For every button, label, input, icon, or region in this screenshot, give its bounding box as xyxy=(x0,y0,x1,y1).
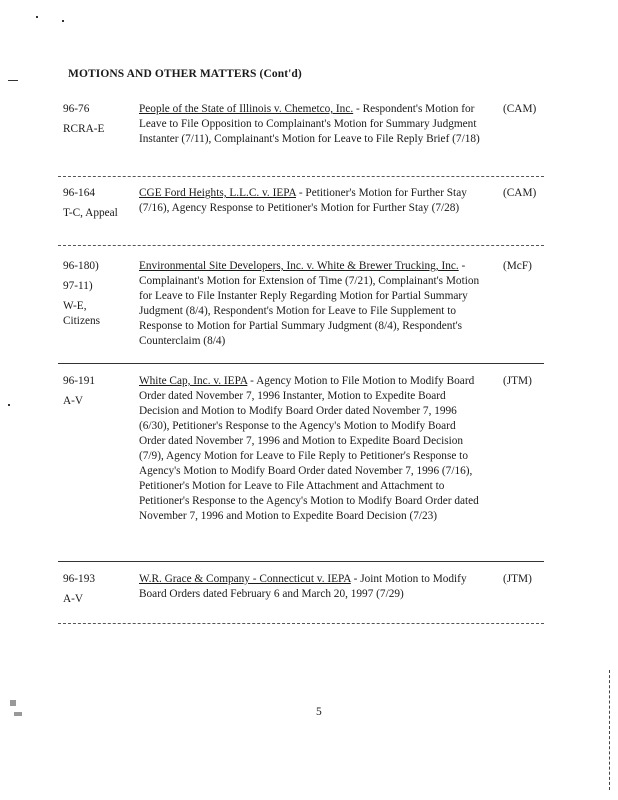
judge-initials: (JTM) xyxy=(503,573,532,585)
docket-number: 96-193 xyxy=(63,573,96,585)
case-name: CGE Ford Heights, L.L.C. v. IEPA xyxy=(139,187,297,199)
divider xyxy=(58,363,544,364)
judge-initials: (CAM) xyxy=(503,103,537,115)
docket-type: Citizens xyxy=(63,315,101,327)
entry-description xyxy=(139,102,484,147)
section-heading: MOTIONS AND OTHER MATTERS (Cont'd) xyxy=(68,68,302,80)
divider xyxy=(58,561,544,562)
docket-type: T-C, Appeal xyxy=(63,207,118,219)
entry-description xyxy=(139,186,484,216)
entry-text: - Petitioner's Motion for Further Stay (7/16), Agency Response to Petitioner's Motion for Further Stay (7/28) xyxy=(139,187,467,214)
case-name: Environmental Site Developers, Inc. v. White & Brewer Trucking, Inc. xyxy=(139,260,459,272)
page-number: 5 xyxy=(316,706,322,718)
scan-speck xyxy=(14,712,22,716)
entry-description xyxy=(139,572,484,602)
docket-number: 96-164 xyxy=(63,187,96,199)
docket-type: A-V xyxy=(63,593,84,605)
case-name: W.R. Grace & Company - Connecticut v. IEPA xyxy=(139,573,351,585)
scan-speck xyxy=(8,404,10,406)
judge-initials: (JTM) xyxy=(503,375,532,387)
scan-speck xyxy=(10,700,16,706)
docket-type: W-E, xyxy=(63,300,87,312)
entry-description xyxy=(139,259,484,349)
docket-number: 96-180) xyxy=(63,260,99,272)
scan-speck xyxy=(62,20,64,22)
case-name: People of the State of Illinois v. Chemetco, Inc. xyxy=(139,103,354,115)
docket-number: 96-191 xyxy=(63,375,96,387)
case-name: White Cap, Inc. v. IEPA xyxy=(139,375,248,387)
divider xyxy=(58,623,544,624)
docket-number: 97-11) xyxy=(63,280,93,292)
entry-text: - Agency Motion to File Motion to Modify Board Order dated November 7, 1996 Instanter, Motion to Expedite Board Decision and Motion to Modify Board Order dated November 7, 1996 (6/30), Petitioner's Response to the Agency's Motion to Modify Board Order dated November 7, 1996 and Motion to Expedite Board Decision (7/9), Agency Motion for Leave to File Reply to Petitioner's Response to Agency's Motion to Modify Board Order dated November 7, 1996 (7/16), Petitioner's Motion for Leave to File Attachment and Attachment to Petitioner's Response to the Agency's Motion to Modify Board Order dated November 7, 1996 and Motion to Expedite Board Decision (7/23) xyxy=(139,375,479,522)
scan-edge-line xyxy=(609,670,611,790)
judge-initials: (CAM) xyxy=(503,187,537,199)
entry-text: - Complainant's Motion for Extension of Time (7/21), Complainant's Motion for Leave to File Instanter Reply Regarding Motion for Partial Summary Judgment (8/4), Respondent's Motion for Leave to File Supplement to Response to Motion for Partial Summary Judgment (8/4), Respondent's Counterclaim (8/4) xyxy=(139,260,480,347)
docket-numbers xyxy=(63,102,139,142)
judge-initials: (McF) xyxy=(503,260,532,272)
docket-numbers xyxy=(63,374,139,414)
divider xyxy=(58,245,544,246)
entry-text: - Respondent's Motion for Leave to File Opposition to Complainant's Motion for Summary Judgment Instanter (7/11), Complainant's Motion for Leave to File Reply Brief (7/18) xyxy=(139,103,480,145)
scan-speck xyxy=(36,16,38,18)
divider xyxy=(58,176,544,177)
docket-numbers xyxy=(63,186,139,226)
scan-speck xyxy=(8,80,18,81)
docket-type: RCRA-E xyxy=(63,123,105,135)
entry-description xyxy=(139,374,484,524)
entry-text: - Joint Motion to Modify Board Orders dated February 6 and March 20, 1997 (7/29) xyxy=(139,573,467,600)
docket-numbers xyxy=(63,572,139,612)
docket-number: 96-76 xyxy=(63,103,90,115)
docket-type: A-V xyxy=(63,395,84,407)
docket-numbers xyxy=(63,259,139,334)
